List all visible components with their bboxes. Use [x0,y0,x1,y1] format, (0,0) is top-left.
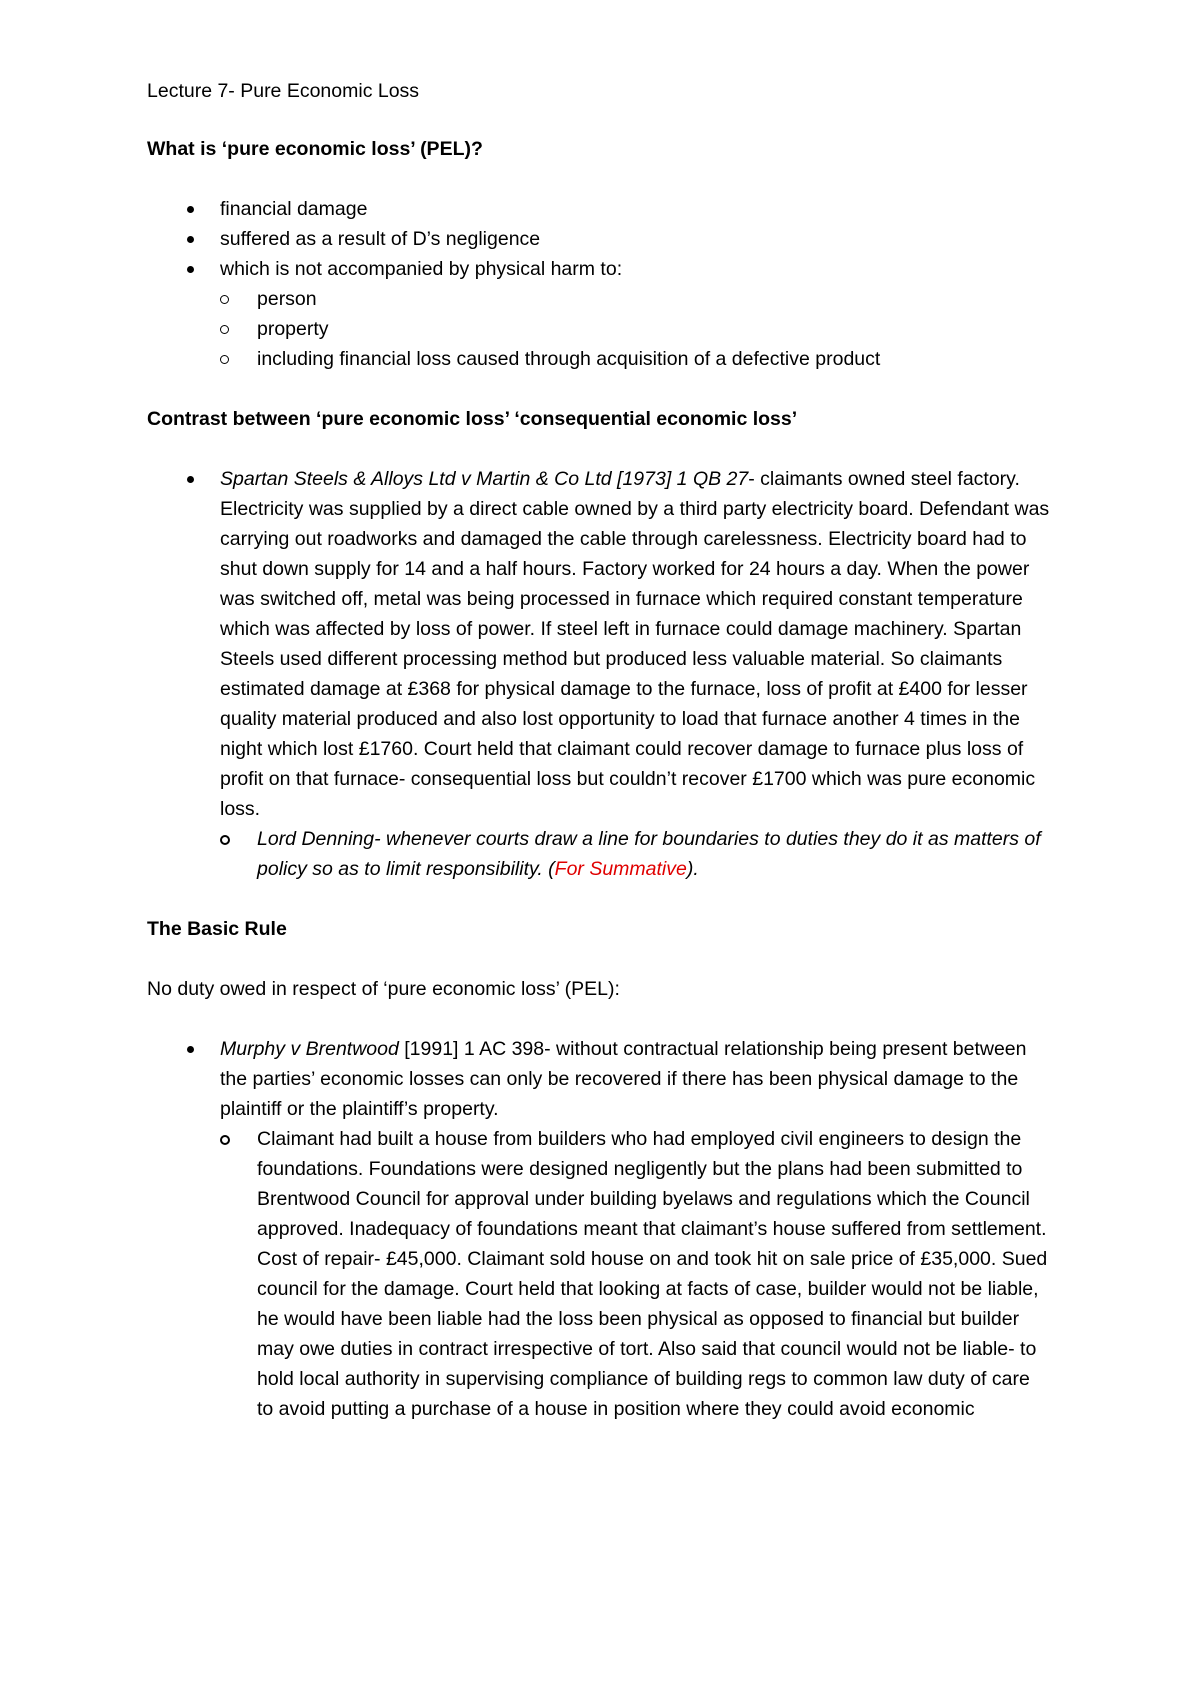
bullet-icon [187,1046,194,1053]
list-item [147,464,1050,884]
contrast-case-list [147,464,1050,884]
list-item: financial damage [147,194,1050,224]
circle-bullet-icon [220,1135,230,1145]
basic-rule-case-list [147,1034,1050,1424]
sub-list-item: property [220,314,1050,344]
circle-bullet-icon [220,325,229,334]
sub-list-item: including financial loss caused through acquisition of a defective product [220,344,1050,374]
case-sublist [220,1124,1050,1424]
circle-bullet-icon [220,295,229,304]
case-sublist [220,824,1050,884]
bullet-icon [187,236,194,243]
case-summary: [1991] 1 AC 398- without contractual relationship being present between the parties’ economic losses can only be recovered if there has been physical damage to the plaintiff or the plaintiff’s property. [220,1038,1027,1120]
case-summary: - claimants owned steel factory. Electricity was supplied by a direct cable owned by a third party electricity board. Defendant was carrying out roadworks and damaged the cable through carelessness. Electricity board had to shut down supply for 14 and a half hours. Factory worked for 24 hours a day. When the power was switched off, metal was being processed in furnace which required constant temperature which was affected by loss of power. If steel left in furnace could damage machinery. Spartan Steels used different processing method but produced less valuable material. So claimants estimated damage at £368 for physical damage to the furnace, loss of profit at £400 for lesser quality material produced and also lost opportunity to load that furnace another 4 times in the night which lost £1760. Court held that claimant could recover damage to furnace plus loss of profit on that furnace- consequential loss but couldn’t recover £1700 which was pure economic loss. [220,468,1050,820]
murphy-facts: Claimant had built a house from builders who had employed civil engineers to design the foundations. Foundations were designed negligently but the plans had been submitted to Brentwood Council for approval under building byelaws and regulations which the Council approved. Inadequacy of foundations meant that claimant’s house suffered from settlement. Cost of repair- £45,000. Claimant sold house on and took hit on sale price of £35,000. Sued council for the damage. Court held that looking at facts of case, builder would not be liable, he would have been liable had the loss been physical as opposed to financial but builder may owe duties in contract irrespective of tort. Also said that council would not be liable- to hold local authority in supervising compliance of building regs to common law duty of care to avoid putting a purchase of a house in position where they could avoid economic [257,1128,1048,1420]
sub-list-item: person [220,284,1050,314]
list-item: suffered as a result of D’s negligence [147,224,1050,254]
summative-tag: For Summative [554,858,687,880]
bullet-icon [187,476,194,483]
bullet-icon [187,206,194,213]
list-item [147,1034,1050,1424]
circle-bullet-icon [220,355,229,364]
bullet-icon [187,266,194,273]
case-citation-murphy: Murphy v Brentwood [220,1038,399,1060]
sub-list-item [220,1124,1050,1424]
lord-denning-note: Lord Denning- whenever courts draw a line for boundaries to duties they do it as matters of policy so as to limit responsibility. ( [257,828,1041,880]
sub-list-item: Lord Denning- whenever courts draw a line for boundaries to duties they do it as matters of policy so as to limit responsibility. (For Summative). [220,824,1050,884]
circle-bullet-icon [220,835,230,845]
section-heading-basic-rule: The Basic Rule [147,918,287,940]
section-heading-contrast: Contrast between ‘pure economic loss’ ‘consequential economic loss’ [147,408,798,430]
basic-rule-intro: No duty owed in respect of ‘pure economic loss’ (PEL): [147,978,620,1000]
physical-harm-sublist [220,284,1050,374]
section-heading-what-is-pel: What is ‘pure economic loss’ (PEL)? [147,138,483,160]
pel-definition-list [147,194,1050,374]
document-title: Lecture 7- Pure Economic Loss [147,80,420,102]
case-citation-spartan-steels: Spartan Steels & Alloys Ltd v Martin & Co Ltd [1973] 1 QB 27 [220,468,749,490]
list-item: which is not accompanied by physical harm to: person property including financial loss caused through acquisition of a defective product [147,254,1050,374]
